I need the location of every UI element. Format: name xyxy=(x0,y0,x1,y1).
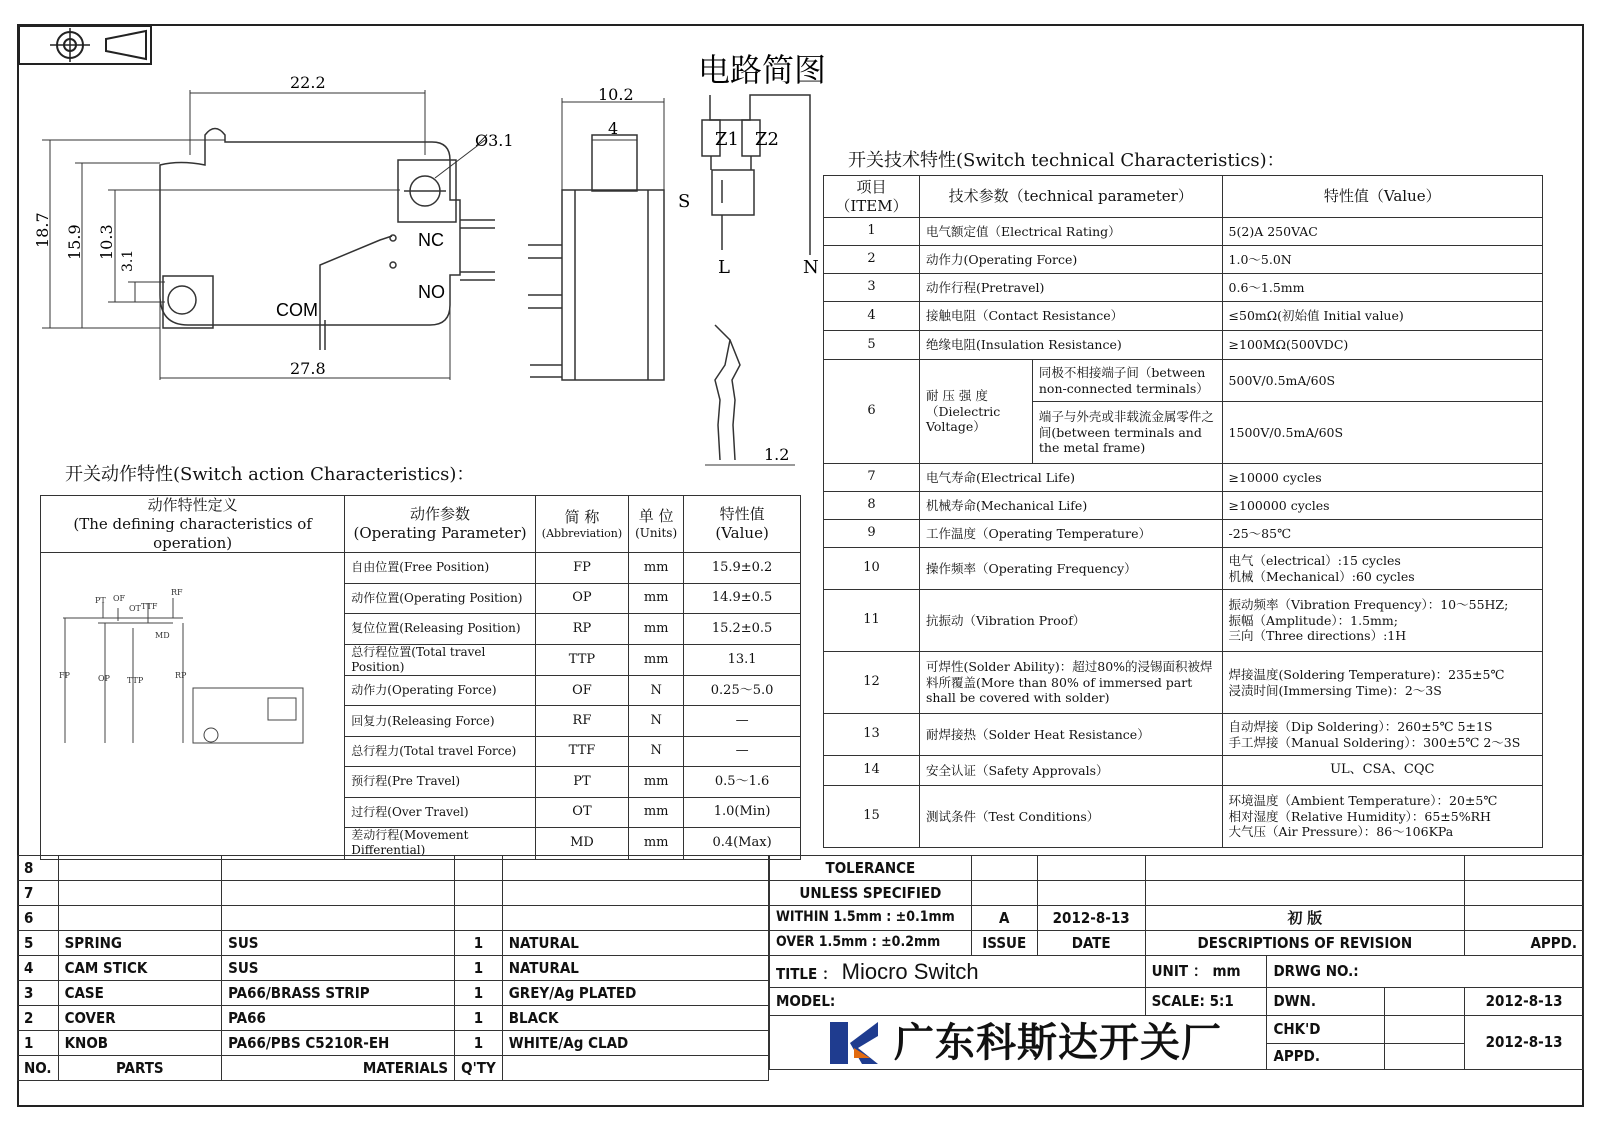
scale-cell: SCALE: 5:1 xyxy=(1145,988,1267,1016)
hdr-abbreviation: 简 称 (Abbreviation) xyxy=(535,496,628,553)
table-row: 端子与外壳或非载流金属零件之间(between terminals and the metal frame) 1500V/0.5mA/60S xyxy=(824,402,1543,464)
switch-front-view xyxy=(520,80,690,390)
circuit-diagram xyxy=(670,45,840,285)
dim-hole: Ø3.1 xyxy=(475,131,514,150)
rev-desc: 初 版 xyxy=(1145,906,1465,931)
hdr-tech-param: 技术参数（technical parameter） xyxy=(919,176,1222,218)
dim-22-2: 22.2 xyxy=(290,73,326,92)
hdr-item: 项目 （ITEM） xyxy=(824,176,920,218)
table-row: 2 COVER PA66 1 BLACK xyxy=(18,1006,769,1031)
chkd-date: 2012-8-13 xyxy=(1465,1016,1584,1070)
table-row: 13 耐焊接热（Solder Heat Resistance） 自动焊接（Dip Soldering）：260±5℃ 5±1S 手工焊接（Manual Soldering）：300±5℃ 2～3S xyxy=(824,714,1543,756)
action-heading: 开关动作特性(Switch action Characteristics)： xyxy=(65,464,475,485)
table-row: 2 动作力(Operating Force) 1.0～5.0N xyxy=(824,246,1543,274)
rev-letter: A xyxy=(971,906,1037,931)
table-row: 7 xyxy=(18,881,769,906)
switch-side-view xyxy=(20,60,540,400)
tech-heading: 开关技术特性(Switch technical Characteristics)： xyxy=(848,150,1285,171)
hdr-definition: 动作特性定义 (The defining characteristics of operation) xyxy=(41,496,345,553)
table-row: 动作位置(Operating Position) OP mm 14.9±0.5 xyxy=(41,583,801,613)
table-row: 6 耐 压 强 度（Dielectric Voltage） 同极不相接端子间（between non-connected terminals） 500V/0.5mA/60S xyxy=(824,360,1543,402)
dwn-label: DWN. xyxy=(1267,988,1385,1016)
svg-text:RF: RF xyxy=(170,588,183,598)
label-l: L xyxy=(718,257,730,278)
dim-15-9: 15.9 xyxy=(65,224,84,260)
svg-text:OP: OP xyxy=(97,674,110,684)
title-cell: TITLE ： Miocro Switch xyxy=(770,956,1146,988)
company-cell xyxy=(770,1016,1267,1070)
table-row: 15 测试条件（Test Conditions） 环境温度（Ambient Temperature）：20±5℃ 相对湿度（Relative Humidity）：65±5%RH 大气压（Air Pressure）：86～106KPa xyxy=(824,786,1543,848)
svg-text:MD: MD xyxy=(154,631,170,641)
table-row: 3 动作行程(Pretravel) 0.6～1.5mm xyxy=(824,274,1543,302)
appd-label: APPD. xyxy=(1465,931,1584,956)
dwn-date: 2012-8-13 xyxy=(1465,988,1584,1016)
table-row: 3 CASE PA66/BRASS STRIP 1 GREY/Ag PLATED xyxy=(18,981,769,1006)
svg-text:PT: PT xyxy=(94,596,106,606)
table-row: 8 xyxy=(18,856,769,881)
table-row: 1 KNOB PA66/PBS C5210R-EH 1 WHITE/Ag CLAD xyxy=(18,1031,769,1056)
table-row: PT OF TTF OT RF MD FP OP TTP RP 自由位置(Free Position) FP mm 15.9±0.2 xyxy=(41,553,801,583)
date-label: DATE xyxy=(1037,931,1145,956)
table-row: 过行程(Over Travel) OT mm 1.0(Min) xyxy=(41,797,801,827)
tolerance-over: OVER 1.5mm : ±0.2mm xyxy=(770,931,972,956)
svg-text:OT: OT xyxy=(128,604,141,614)
label-z2: Z2 xyxy=(755,129,779,150)
hdr-parameter: 动作参数 (Operating Parameter) xyxy=(345,496,536,553)
table-row: 5 SPRING SUS 1 NATURAL xyxy=(18,931,769,956)
hdr-units: 单 位 (Units) xyxy=(629,496,684,553)
hdr-value: 特性值 (Value) xyxy=(684,496,801,553)
tolerance-title: TOLERANCE xyxy=(770,856,972,881)
dim-1-2: 1.2 xyxy=(764,445,790,464)
tech-table xyxy=(823,175,1543,848)
svg-text:RP: RP xyxy=(174,671,187,681)
rev-date: 2012-8-13 xyxy=(1037,906,1145,931)
table-row: 动作力(Operating Force) OF N 0.25～5.0 xyxy=(41,675,801,705)
label-com: COM xyxy=(276,300,318,320)
table-row: 11 抗振动（Vibration Proof） 振动频率（Vibration Frequency）：10～55HZ; 振幅（Amplitude）：1.5mm; 三向（Three directions）:1H xyxy=(824,590,1543,652)
table-row: 12 可焊性(Solder Ability)：超过80%的浸锡面积被焊料所覆盖(More than 80% of immersed part shall be covered with solder) 焊接温度(Soldering Temperature)：235±5℃ 浸渍时间(Immersing Time)：2～3S xyxy=(824,652,1543,714)
table-row: 4 CAM STICK SUS 1 NATURAL xyxy=(18,956,769,981)
title-value: Miocro Switch xyxy=(841,958,979,984)
table-row: 6 xyxy=(18,906,769,931)
table-row: 7 电气寿命(Electrical Life) ≥10000 cycles xyxy=(824,464,1543,492)
bom-table xyxy=(17,855,769,1081)
svg-text:TTP: TTP xyxy=(126,676,143,686)
label-z1: Z1 xyxy=(715,129,739,150)
table-row: 14 安全认证（Safety Approvals） UL、CSA、CQC xyxy=(824,756,1543,786)
mini-switch-figure xyxy=(43,553,343,853)
svg-text:OF: OF xyxy=(112,594,125,604)
table-row: 总行程力(Total travel Force) TTF N — xyxy=(41,736,801,766)
dim-18-7: 18.7 xyxy=(33,212,52,248)
tolerance-within: WITHIN 1.5mm : ±0.1mm xyxy=(770,906,972,931)
company-name: 广东科斯达开关厂 xyxy=(894,1020,1222,1065)
svg-text:FP: FP xyxy=(58,671,70,681)
dim-3-1: 3.1 xyxy=(120,249,136,272)
dim-10-3: 10.3 xyxy=(97,224,116,260)
label-no: NO xyxy=(418,282,445,302)
model-label: MODEL: xyxy=(770,988,1146,1016)
cone-icon xyxy=(106,31,146,59)
table-row: 1 电气额定值（Electrical Rating） 5(2)A 250VAC xyxy=(824,218,1543,246)
label-n: N xyxy=(803,257,819,278)
company-logo-icon xyxy=(826,1018,882,1068)
appd2-label: APPD. xyxy=(1267,1044,1385,1070)
unit-cell: UNIT ： mm xyxy=(1145,956,1267,988)
table-row: 预行程(Pre Travel) PT mm 0.5～1.6 xyxy=(41,767,801,797)
table-row: 9 工作温度（Operating Temperature） -25～85℃ xyxy=(824,520,1543,548)
hdr-tech-value: 特性值（Value） xyxy=(1222,176,1542,218)
table-row: 4 接触电阻（Contact Resistance） ≤50mΩ(初始值 Initial value) xyxy=(824,302,1543,331)
dim-10-2: 10.2 xyxy=(598,85,634,104)
projection-symbol xyxy=(18,25,152,65)
table-row: 8 机械寿命(Mechanical Life) ≥100000 cycles xyxy=(824,492,1543,520)
bom-footer: NO. PARTS MATERIALS Q'TY xyxy=(18,1056,769,1081)
table-row: 差动行程(Movement Differential) MD mm 0.4(Max) xyxy=(41,828,801,859)
table-row: 回复力(Releasing Force) RF N — xyxy=(41,706,801,736)
issue-label: ISSUE xyxy=(971,931,1037,956)
table-row: 10 操作频率（Operating Frequency） 电气（electrical）:15 cycles 机械（Mechanical）:60 cycles xyxy=(824,548,1543,590)
tolerance-unless: UNLESS SPECIFIED xyxy=(770,881,972,906)
dim-27-8: 27.8 xyxy=(290,359,326,378)
chkd-label: CHK'D xyxy=(1267,1016,1385,1044)
desc-label: DESCRIPTIONS OF REVISION xyxy=(1145,931,1465,956)
action-definition-figure xyxy=(41,553,345,859)
terminal-detail xyxy=(700,320,800,480)
circuit-title: 电路简图 xyxy=(698,51,827,89)
table-row: 5 绝缘电阻(Insulation Resistance) ≥100MΩ(500VDC) xyxy=(824,331,1543,360)
dim-4: 4 xyxy=(608,119,619,138)
table-row: 总行程位置(Total travel Position) TTP mm 13.1 xyxy=(41,644,801,675)
action-table xyxy=(40,495,801,860)
drwg-no: DRWG NO.: xyxy=(1267,956,1584,988)
label-s: S xyxy=(678,191,691,212)
svg-text:TTF: TTF xyxy=(140,602,158,612)
title-block xyxy=(769,855,1584,1070)
label-nc: NC xyxy=(418,230,444,250)
table-row: 复位位置(Releasing Position) RP mm 15.2±0.5 xyxy=(41,614,801,644)
